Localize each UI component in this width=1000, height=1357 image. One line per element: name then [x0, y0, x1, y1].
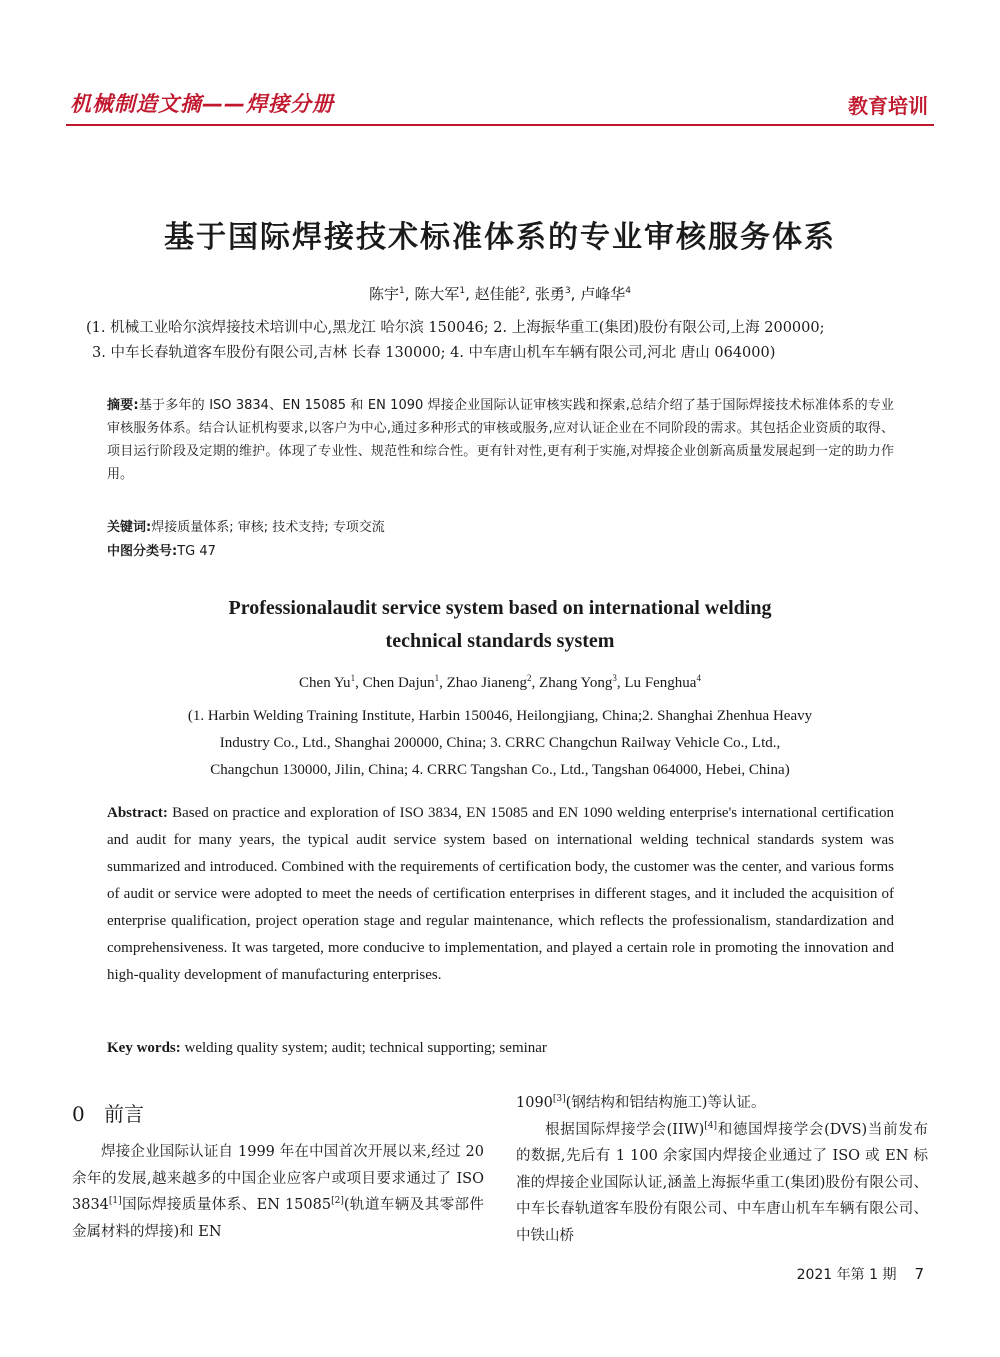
author-sup: 4 [625, 286, 631, 296]
abstract-cn [107, 394, 894, 486]
author-sup: 1 [399, 286, 405, 296]
section-heading [72, 1098, 484, 1127]
author-sup: 1 [459, 286, 466, 296]
body-text-run: 国际焊接质量体系、EN 15085 [121, 1197, 332, 1213]
body-text-run: (轨道车辆及其零部件金属材料的焊接)和 EN [72, 1197, 484, 1240]
body-paragraph [516, 1090, 928, 1117]
column-name: 教育培训 [848, 94, 928, 118]
body-text-run: 1090 [516, 1095, 553, 1111]
keywords-block-en [107, 1040, 547, 1057]
authors-en: Chen Yu$^1$, Chen Dajun$^1$, Zhao Jianeng$^2$, Zhang Yong$^3$, Lu Fenghua$^4$ [299, 673, 701, 691]
affiliation-line: (1. Harbin Welding Training Institute, Harbin 150046, Heilongjiang, China;2. Shanghai Zhenhua Heavy [187, 708, 813, 724]
author-cn: 陈大军 [414, 285, 460, 303]
author-sup: 1 [434, 673, 440, 683]
abstract-text-cn: 基于多年的 ISO 3834、EN 15085 和 EN 1090 焊接企业国际认证审核实践和探索,总结介绍了基于国际焊接技术标准体系的专业审核服务体系。结合认证机构要求,以客户为中心,通过多种形式的审核或服务,应对认证企业在不同阶段的需求。其包括企业资质的取得、项目运行阶段及定期的维护。体现了专业性、规范性和综合性。更有针对性,更有利于实施,对焊接企业创新高质量发展起到一定的助力作用。 [107, 398, 895, 482]
section-title: 前言 [104, 1102, 144, 1126]
affiliation-line: (1. 机械工业哈尔滨焊接技术培训中心,黑龙江 哈尔滨 150046; 2. 上海振华重工(集团)股份有限公司,上海 200000; [86, 320, 825, 336]
page-number: 7 [914, 1265, 924, 1283]
author-cn: 赵佳能 [474, 285, 520, 303]
page-footer [797, 1264, 924, 1284]
author-en: Chen Yu [299, 675, 351, 691]
body-column-right [516, 1090, 928, 1249]
abstract-label-cn: 摘要: [107, 398, 139, 413]
title-en-line: technical standards system [385, 630, 615, 652]
affiliations-en [0, 703, 1000, 784]
keywords-text-en: welding quality system; audit; technical supporting; seminar [184, 1040, 547, 1056]
author-sup: 2 [519, 286, 526, 296]
author-cn: 卢峰华 [580, 285, 626, 303]
body-text-run: 根据国际焊接学会(IIW) [545, 1121, 705, 1138]
author-en: Lu Fenghua [624, 675, 697, 691]
issue-label: 2021 年第 1 期 [796, 1267, 897, 1283]
clc-text: TG 47 [177, 544, 216, 559]
author-sup: 3 [564, 286, 571, 296]
author-sup: 1 [350, 673, 356, 683]
authors-cn: 陈宇$^1$, 陈大军$^1$, 赵佳能$^2$, 张勇$^3$, 卢峰华$^4$ [369, 285, 631, 303]
affiliation-line: 3. 中车长春轨道客车股份有限公司,吉林 长春 130000; 4. 中车唐山机车车辆有限公司,河北 唐山 064000) [92, 345, 776, 361]
author-sup: 4 [696, 673, 701, 683]
citation-ref[interactable]: [2] [331, 1196, 344, 1207]
paper-title-en [0, 592, 1000, 658]
body-text-run: 和德国焊接学会(DVS)当前发布的数据,先后有 1 100 余家国内焊接企业通过了 ISO 或 EN 标准的焊接企业国际认证,涵盖上海振华重工(集团)股份有限公司、中车长春轨道客车股份有限公司、中车唐山机车车辆有限公司、中铁山桥 [516, 1121, 928, 1244]
body-column-left [72, 1098, 484, 1245]
abstract-en [107, 800, 894, 989]
author-cn: 张勇 [534, 285, 565, 303]
affiliation-line: Changchun 130000, Jilin, China; 4. CRRC Tangshan Co., Ltd., Tangshan 064000, Hebei, China) [210, 762, 790, 778]
keywords-label-cn: 关键词: [107, 520, 152, 535]
header-rule [66, 124, 934, 126]
abstract-label-en: Abstract: [107, 805, 168, 821]
title-en-line: Professionalaudit service system based on international welding [228, 597, 772, 619]
keywords-label-en: Key words: [107, 1040, 181, 1056]
body-text-run: (钢结构和铝结构施工)等认证。 [565, 1095, 766, 1111]
affiliations-cn [86, 316, 930, 366]
section-number: 0 [72, 1102, 85, 1126]
body-paragraph [72, 1139, 484, 1245]
keywords-text-cn: 焊接质量体系; 审核; 技术支持; 专项交流 [151, 520, 385, 535]
abstract-text-en: Based on practice and exploration of ISO 3834, EN 15085 and EN 1090 welding enterprise's international certification and audit for many years, the typical audit service system based on international welding technical standards system was summarized and introduced. Combined with the requirements of certification body, the customer was the center, and various forms of audit or service were adopted to meet the needs of certification enterprises in different stages, and it included the acquisition of enterprise qualification, project operation stage and regular maintenance, which reflects the professionalism, standardization and comprehensiveness. It was targeted, more conducive to implementation, and played a certain role in promoting the innovation and high-quality development of manufacturing enterprises. [107, 805, 894, 983]
author-en: Zhang Yong [539, 675, 613, 691]
author-sup: 3 [612, 673, 617, 683]
citation-ref[interactable]: [1] [108, 1196, 122, 1207]
affiliation-line: Industry Co., Ltd., Shanghai 200000, China; 3. CRRC Changchun Railway Vehicle Co., Ltd., [219, 735, 781, 751]
clc-label: 中图分类号: [107, 544, 178, 559]
author-en: Zhao Jianeng [446, 675, 528, 691]
author-en: Chen Dajun [362, 675, 435, 691]
author-cn: 陈宇 [369, 285, 400, 303]
keywords-block-cn [107, 516, 385, 564]
citation-ref[interactable]: [4] [704, 1120, 718, 1131]
body-text-run: 焊接企业国际认证自 1999 年在中国首次开展以来,经过 20 余年的发展,越来越多的中国企业应客户或项目要求通过了 ISO 3834 [72, 1144, 484, 1213]
author-sup: 2 [527, 673, 532, 683]
journal-name: 机械制造文摘——焊接分册 [70, 92, 334, 116]
paper-title-cn: 基于国际焊接技术标准体系的专业审核服务体系 [164, 220, 836, 255]
citation-ref[interactable]: [3] [552, 1094, 566, 1105]
body-paragraph [516, 1117, 928, 1250]
